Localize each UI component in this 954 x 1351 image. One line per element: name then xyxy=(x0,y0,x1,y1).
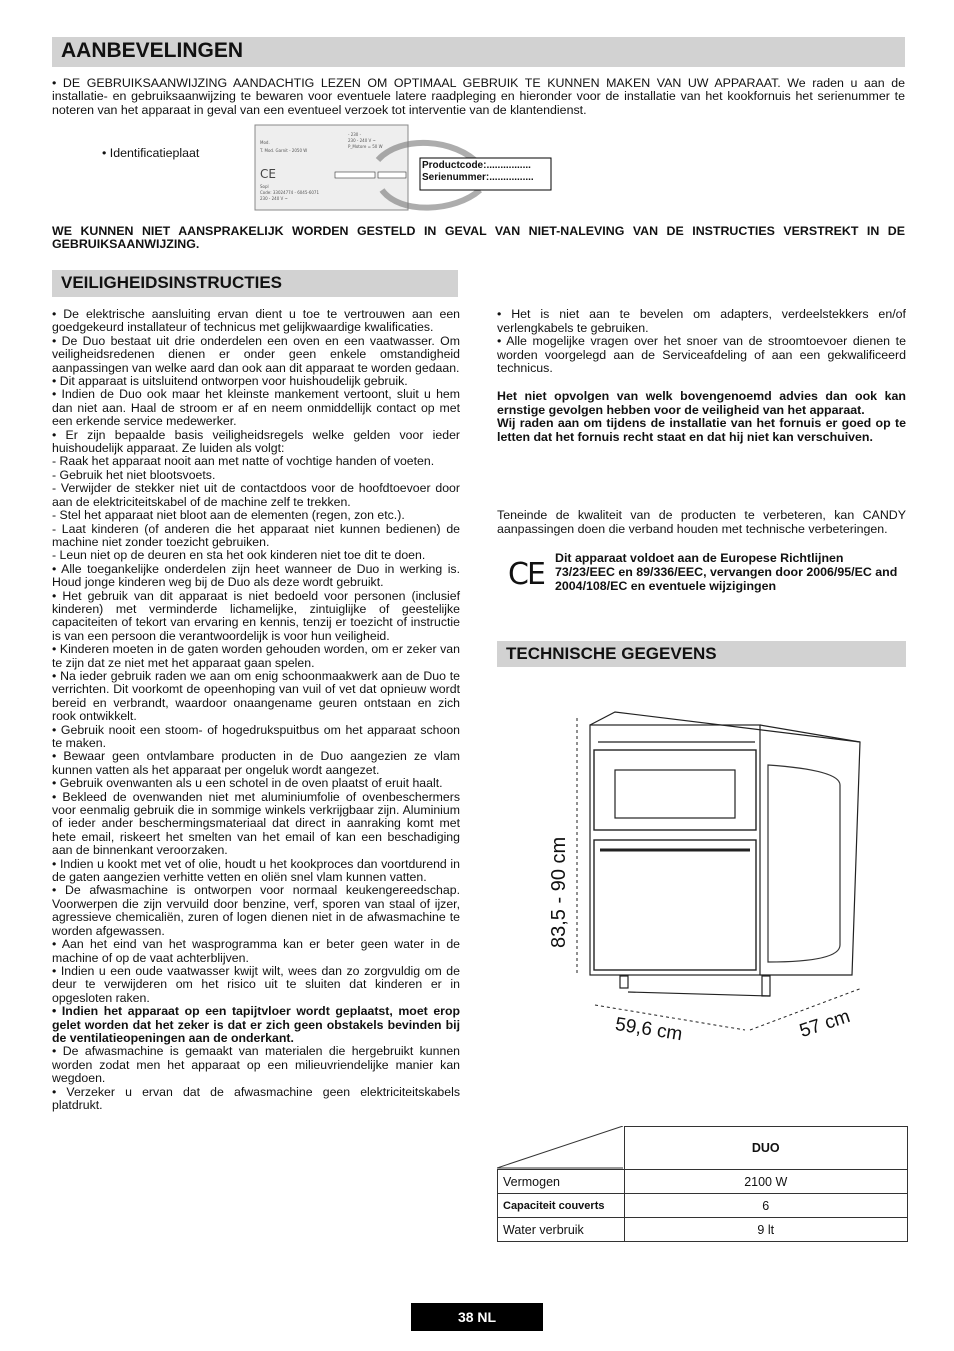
tech-table xyxy=(497,1126,908,1242)
serial-field: Serienummer:................ xyxy=(422,172,534,183)
safety-item: - Leun niet op de deuren en sta het ook kinderen niet toe dit te doen. xyxy=(52,548,426,563)
row-label: Capaciteit couverts xyxy=(498,1194,625,1218)
safety-advice-bold: Wij raden aan om tijdens de installatie van het fornuis er goed op te letten dat het fornuis recht staat en dat hij niet kan verschuiven. xyxy=(497,416,906,444)
safety-item: - Stel het apparaat niet bloot aan de elementen (regen, zon etc.). xyxy=(52,508,405,523)
safety-item-bold: • Indien het apparaat op een tapijtvloer wordt geplaatst, moet erop gelet worden dat het zeker is dat er zich geen obstakels bevinden bij de ventilatieopeningen aan de onderkant. xyxy=(52,1004,460,1045)
safety-right-column xyxy=(497,308,906,444)
productcode-field: Productcode:................ xyxy=(422,160,531,171)
page-number: 38 NL xyxy=(411,1303,543,1331)
safety-item: • Alle toegankelijke onderdelen zijn heet wanneer de Duo in werking is. Houd jonge kinderen weg bij de Duo als deze wordt gebruikt. xyxy=(52,561,460,590)
intro-text: • DE GEBRUIKSAANWIJZING AANDACHTIG LEZEN OM OPTIMAAL GEBRUIK TE KUNNEN MAKEN VAN UW APPARAAT. We raden u aan de installatie- en gebruiksaanwijzing te bewaren voor eventuele latere raadpleging en hieronder voor de installatie van het kookfornuis het serienummer te noteren van het apparaat in geval van een eventueel verzoek tot interventie van de klantendienst. xyxy=(52,76,905,117)
table-row xyxy=(498,1218,908,1242)
svg-text:P_Motore = 50 W: P_Motore = 50 W xyxy=(348,144,383,149)
safety-item: • Dit apparaat is uitsluitend ontworpen voor huishoudelijk gebruik. xyxy=(52,374,408,389)
table-corner xyxy=(498,1127,625,1170)
table-header-duo: DUO xyxy=(624,1127,908,1170)
row-value: 9 lt xyxy=(624,1218,908,1242)
svg-text:T. Mod. Garnit - 2050 W: T. Mod. Garnit - 2050 W xyxy=(260,148,308,153)
safety-title: VEILIGHEIDSINSTRUCTIES xyxy=(61,273,283,292)
quality-note: Teneinde de kwaliteit van de producten te verbeteren, kan CANDY aanpassingen doen die verband houden met technische verbeteringen. xyxy=(497,508,906,536)
id-plate-label: • Identificatieplaat xyxy=(102,146,200,160)
svg-text:Sopl: Sopl xyxy=(260,184,269,189)
safety-item: • Indien de Duo ook maar het kleinste mankement vertoont, sluit u hem dan niet aan. Haal de stroom er af en neem onmiddellijk contact op met een erkende service medewerker. xyxy=(52,387,460,429)
row-label: Vermogen xyxy=(498,1170,625,1194)
safety-item: • Indien u kookt met vet of olie, houdt u het kookproces dan voortdurend in de gaten aangezien verhitte vetten en oliën snel vlam kunnen vatten. xyxy=(52,856,460,885)
svg-text:230 - 240 V ~: 230 - 240 V ~ xyxy=(260,196,288,201)
safety-item: • Het gebruik van dit apparaat is niet bedoeld voor personen (inclusief kinderen) met verminderde lichamelijke, zintuiglijke of geestelijke capaciteiten of tekort van ervaring en kennis, tenzij er toezicht of instructie is van een persoon die verantwoordelijk is voor hun veiligheid. xyxy=(52,588,460,643)
svg-text:Code: 33024774 - 6045-6071: Code: 33024774 - 6045-6071 xyxy=(260,190,320,195)
plate-fields xyxy=(422,160,534,184)
safety-title-bar xyxy=(52,270,458,297)
safety-item: - Gebruik het niet blootsvoets. xyxy=(52,467,216,482)
safety-item: - Laat kinderen (of anderen die het apparaat niet kunnen bedienen) de machine niet zonder toezicht gebruiken. xyxy=(52,521,460,549)
page-title: AANBEVELINGEN xyxy=(61,39,244,62)
safety-item: • De afwasmachine is gemaakt van materialen die hergebruikt kunnen worden zodat men het apparaat op een milieuvriendelijke manier kan wegdoen. xyxy=(52,1044,460,1086)
svg-text:230 - 240 V ~: 230 - 240 V ~ xyxy=(348,138,376,143)
row-label: Water verbruik xyxy=(498,1218,625,1242)
depth-dimension-label: 57 cm xyxy=(797,1006,853,1042)
safety-item: • Er zijn bepaalde basis veiligheidsregels welke gelden voor ieder huishoudelijk apparaat. Ze luiden als volgt: xyxy=(52,427,460,456)
safety-item: - Verwijder de stekker niet uit de contactdoos voor de hoofdtoevoer door aan de elektriciteitskabel of de machine zelf te trekken. xyxy=(52,481,460,509)
safety-item: • De afwasmachine is ontworpen voor normaal keukengereedschap. Voorwerpen die zijn vervuild door benzine, verf, sporen van staal of ijzer, agressieve chemicaliën, zuren of logen dienen niet in de afwasmachine te worden afgewassen. xyxy=(52,883,460,938)
safety-item: • Kinderen moeten in de gaten worden gehouden worden, om er zeker van te zijn dat ze niet met het apparaat gaan spelen. xyxy=(52,642,460,670)
safety-item: • Gebruik ovenwanten als u een schotel in de oven plaatst of eruit haalt. xyxy=(52,776,443,791)
height-dimension-label: 83,5 - 90 cm xyxy=(548,836,570,948)
safety-item: • Bewaar geen ontvlambare producten in de Duo aangezien ze vlam kunnen vatten als het apparaat per ongeluk wordt aangezet. xyxy=(52,749,460,777)
safety-item: • Indien u een oude vaatwasser kwijt wilt, wees dan zo zorgvuldig om de deur te verwijderen om het risico uit te sluiten dat kinderen er in opgesloten raken. xyxy=(52,963,460,1005)
safety-item: • Gebruik nooit een stoom- of hogedrukspuitbus om het apparaat schoon te maken. xyxy=(52,722,460,750)
safety-item: - Raak het apparaat nooit aan met natte of vochtige handen of voeten. xyxy=(52,454,435,469)
table-row xyxy=(498,1170,908,1194)
safety-item: • Na ieder gebruik raden we aan om enig schoonmaakwerk aan de Duo te verrichten. Dit voorkomt de opeenhoping van vuil of vet dat opnieuw wordt bereid en verbrandt, waardoor onaangename geuren ontstaan en zich rook ontwikkelt. xyxy=(52,668,460,724)
safety-left-column xyxy=(52,308,460,1112)
safety-advice-bold: Het niet opvolgen van welk bovengenoemd advies dan ook kan ernstige gevolgen hebben voor de veiligheid van het apparaat. xyxy=(497,388,906,417)
plate-ce-icon: CE xyxy=(260,167,276,181)
liability-warning: WE KUNNEN NIET AANSPRAKELIJK WORDEN GESTELD IN GEVAL VAN NIET-NALEVING VAN DE INSTRUCTIES VERSTREKT IN DE GEBRUIKSAANWIJZING. xyxy=(52,224,905,251)
safety-item: • Het is niet aan te bevelen om adapters, verdeelstekkers en/of verlengkabels te gebruiken. xyxy=(497,307,906,335)
safety-item: • De elektrische aansluiting ervan dient u toe te vertrouwen aan een goedgekeurd installateur of technicus met gelijkwaardige kwalificaties. xyxy=(52,307,460,335)
tech-title: TECHNISCHE GEGEVENS xyxy=(506,644,717,663)
appliance-dimensions-diagram xyxy=(540,700,880,1060)
page-title-bar xyxy=(52,37,905,67)
width-dimension-label: 59,6 cm xyxy=(613,1014,684,1046)
table-row xyxy=(498,1194,908,1218)
svg-text:- 230 -: - 230 - xyxy=(348,132,362,137)
svg-text:Mod.: Mod. xyxy=(260,140,270,145)
row-value: 2100 W xyxy=(624,1170,908,1194)
ce-text: Dit apparaat voldoet aan de Europese Richtlijnen 73/23/EEC en 89/336/EEC, vervangen door 2006/95/EC and 2004/108/EC en eventuele wijzigingen xyxy=(555,551,898,593)
safety-item: • Aan het eind van het wasprogramma kan er beter geen water in de machine of op de vaat achterblijven. xyxy=(52,937,460,965)
safety-item: • Verzeker u ervan dat de afwasmachine geen elektriciteitskabels platdrukt. xyxy=(52,1084,460,1112)
row-value: 6 xyxy=(624,1194,908,1218)
safety-item: • Bekleed de ovenwanden niet met aluminiumfolie of ovenbeschermers voor eenmalig gebruik die in sommige winkels verkrijgbaar zijn. Aluminium of ieder ander beschermingsmateriaal dat direct in aanraking komt met hete email, riskeert het smelten van het email of kan een beschadiging aan de binnenkant veroorzaken. xyxy=(52,789,460,858)
safety-item: • De Duo bestaat uit drie onderdelen een oven en een vaatwasser. Om veiligheidsredenen dienen er onder geen enkele omstandigheid aanpassingen van welke aard dan ook aan dit apparaat te worden gedaan. xyxy=(52,333,460,375)
tech-title-bar xyxy=(497,641,906,667)
ce-mark-icon: CE xyxy=(508,557,544,592)
safety-item: • Alle mogelijke vragen over het snoer van de stroomtoevoer dienen te worden voorgelegd aan de Serviceafdeling of aan een gekwalificeerd technicus. xyxy=(497,334,906,376)
